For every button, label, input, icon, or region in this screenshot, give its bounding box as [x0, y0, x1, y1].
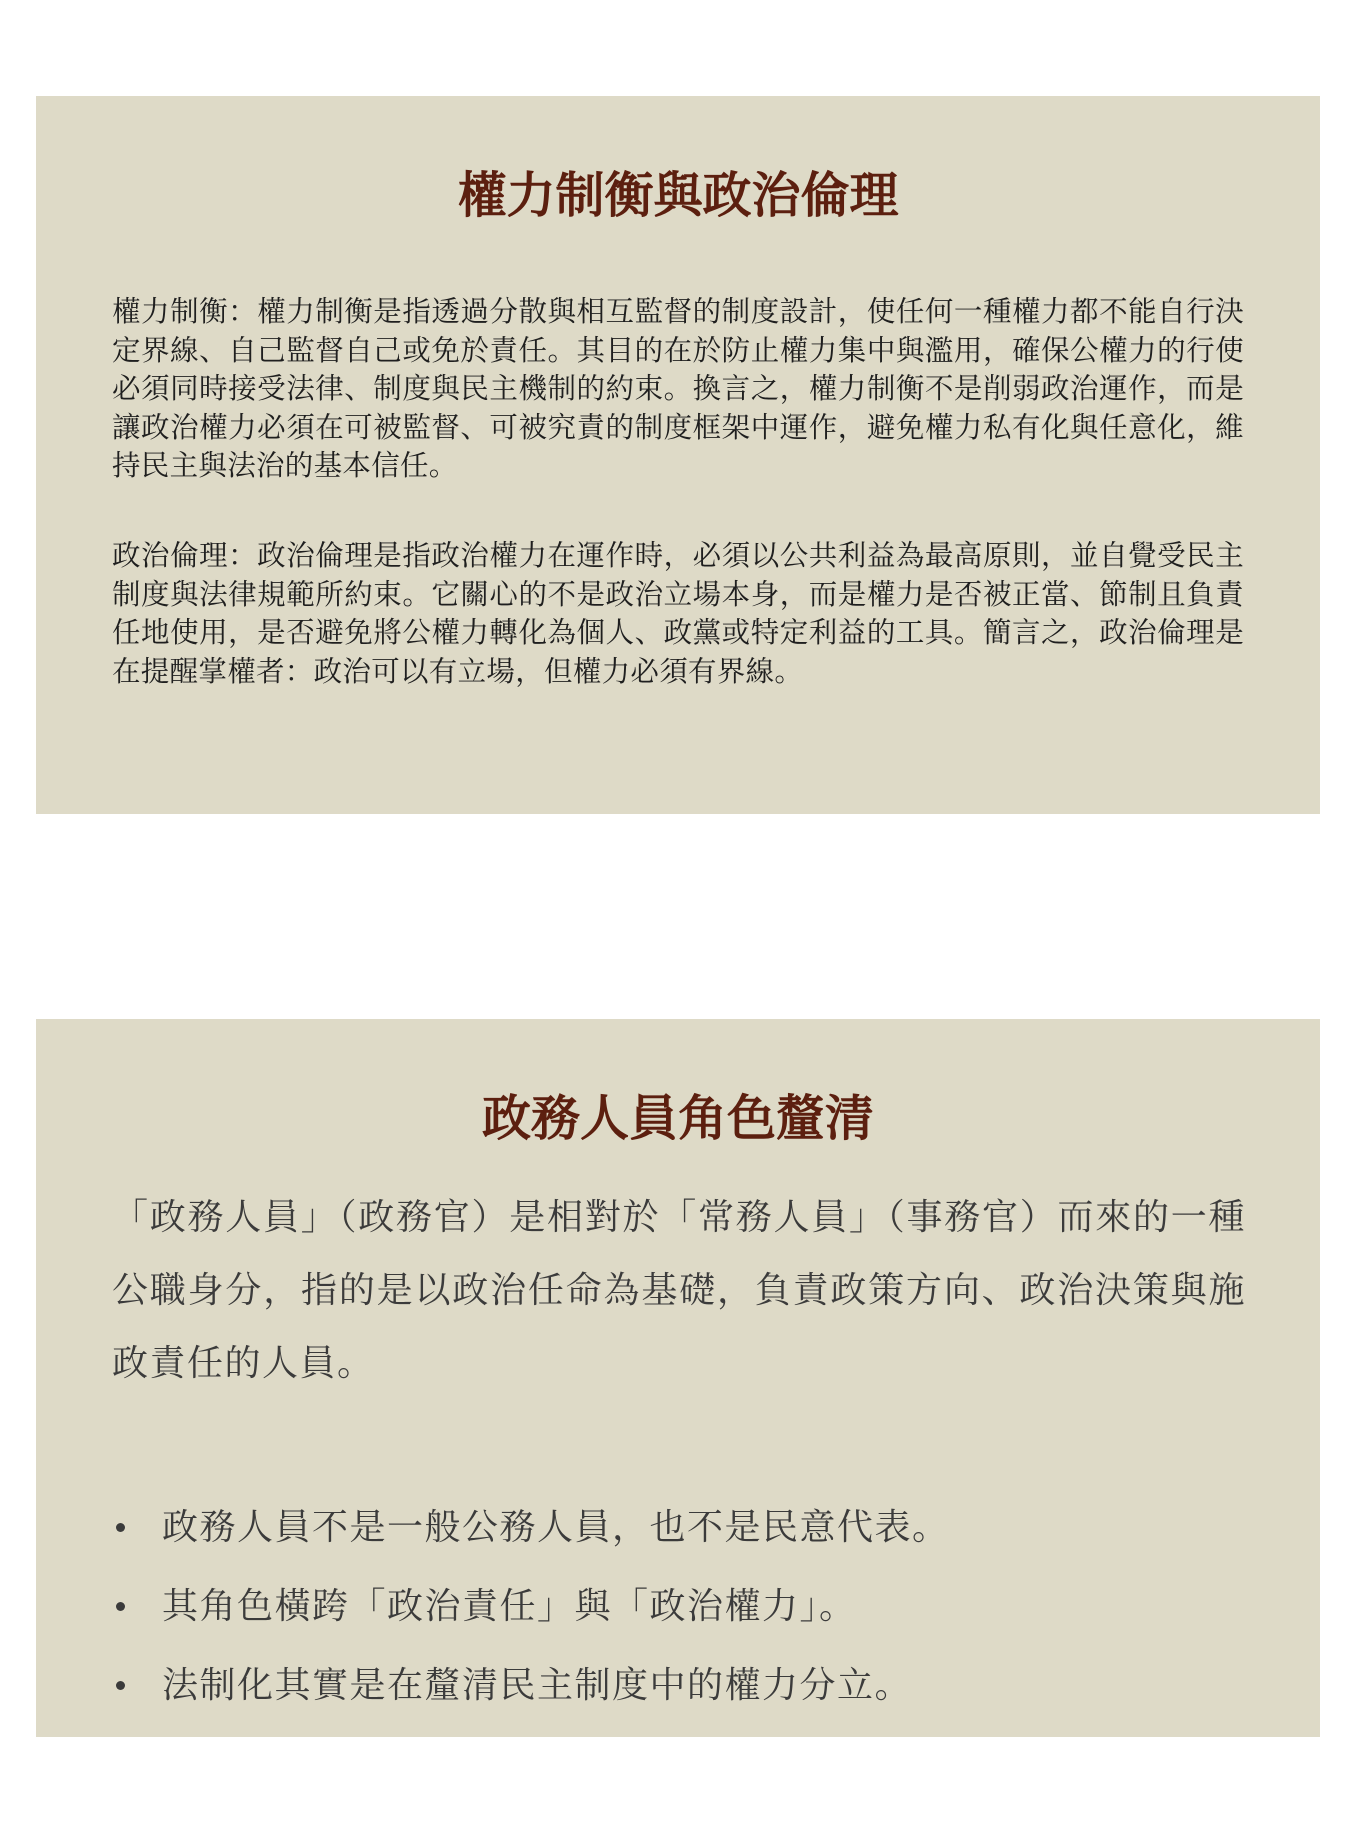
- bullet-item: [112, 1646, 1246, 1725]
- intro-paragraph: 「政務人員」（政務官）是相對於「常務人員」（事務官）而來的一種公職身分，指的是以政治任命為基礎，負責政策方向、政治決策與施政責任的人員。: [112, 1197, 1246, 1384]
- bullet-dot-icon: [116, 1681, 125, 1690]
- bullet-list: [112, 1488, 1246, 1725]
- definition-political-ethics: 政治倫理：政治倫理是指政治權力在運作時，必須以公共利益為最高原則，並自覺受民主制度與法律規範所約束。它關心的不是政治立場本身，而是權力是否被正當、節制且負責任地使用，是否避免將公權力轉化為個人、政黨或特定利益的工具。簡言之，政治倫理是在提醒掌權者：政治可以有立場，但權力必須有界線。: [112, 539, 1244, 688]
- bullet-item: [112, 1567, 1246, 1646]
- bullet-text: 政務人員不是一般公務人員，也不是民意代表。: [162, 1507, 950, 1548]
- bullet-text: 其角色橫跨「政治責任」與「政治權力」。: [162, 1586, 857, 1627]
- bullet-item: [112, 1488, 1246, 1567]
- bullet-dot-icon: [116, 1602, 125, 1611]
- bullet-text: 法制化其實是在釐清民主制度中的權力分立。: [162, 1665, 913, 1706]
- slide-political-appointee-role: [36, 1019, 1320, 1737]
- slide-title: 政務人員角色釐清: [481, 1090, 874, 1147]
- slide-title: 權力制衡與政治倫理: [457, 167, 899, 224]
- slide-checks-and-ethics: [36, 96, 1320, 814]
- bullet-dot-icon: [116, 1523, 125, 1532]
- definition-checks-and-balances: 權力制衡：權力制衡是指透過分散與相互監督的制度設計，使任何一種權力都不能自行決定界線、自己監督自己或免於責任。其目的在於防止權力集中與濫用，確保公權力的行使必須同時接受法律、制度與民主機制的約束。換言之，權力制衡不是削弱政治運作，而是讓政治權力必須在可被監督、可被究責的制度框架中運作，避免權力私有化與任意化，維持民主與法治的基本信任。: [112, 295, 1244, 482]
